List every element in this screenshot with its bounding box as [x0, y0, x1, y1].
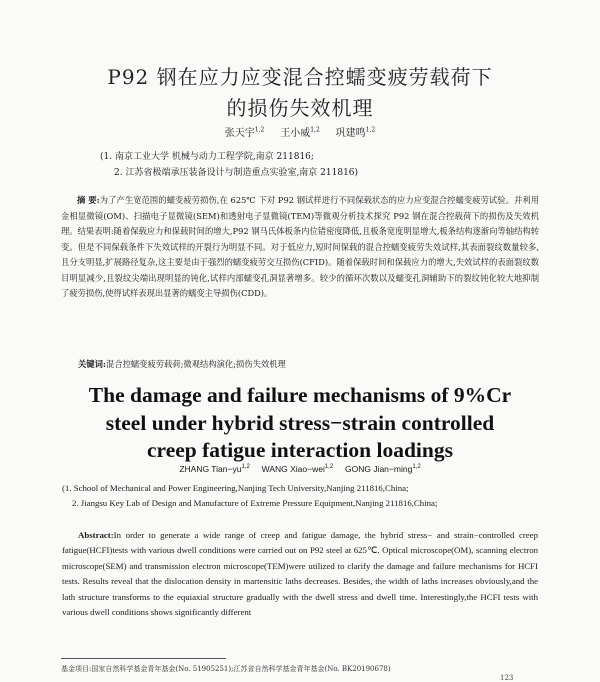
english-abstract [62, 528, 538, 620]
chinese-affiliations [100, 149, 540, 181]
footnote-divider [61, 658, 226, 659]
chinese-title [0, 62, 600, 124]
english-author: WANG Xiao−wei$^{1,2}$ [261, 464, 334, 474]
chinese-keywords-text: 混合控蠕变疲劳载荷;微观结构演化;损伤失效机理 [105, 359, 286, 369]
chinese-abstract [61, 193, 539, 302]
chinese-keywords-label: 关键词: [78, 359, 106, 369]
english-author: ZHANG Tian−yu$^{1,2}$ [179, 464, 250, 474]
chinese-abstract-text: 为了产生宽范围的蠕变疲劳损伤,在 625℃ 下对 P92 钢试样进行不同保载状态的应力应变混合控蠕变疲劳试验。并利用金相显微镜(OM)、扫描电子显微镜(SEM)和透射电子显微镜(TEM)等微观分析技术探究 P92 钢在混合控载荷下的损伤及失效机理。结果表明:随着保载应力和保载时间的增大,P92 钢马氏体板条内位错密度降低,且板条宽度明显增大,板条结构逐渐向等轴结构转变。但是不同保载条件下失效试样的开裂行为明显不同。对于低应力,短时间保载的混合控蠕变疲劳失效试样,其表面裂纹数量较多,且分支明显,扩展路径复杂,这主要是由于强烈的蠕变疲劳交互损伤(CFID)。随着保载时间和保载应力的增大,失效试样的表面裂纹数目明显减少,且裂纹尖端出现明显的钝化,试样内部蠕变孔洞显著增多。较少的循环次数以及蠕变孔洞辅助下的裂纹钝化较大地抑制了疲劳损伤,使得试样表现出显著的蠕变主导损伤(CDD)。 [61, 195, 540, 298]
english-title-line-2: steel under hybrid stress−strain controlled [105, 410, 495, 435]
chinese-title-line-1: P92 钢在应力应变混合控蠕变疲劳载荷下 [107, 65, 493, 89]
english-authors [0, 464, 600, 474]
chinese-title-line-2: 的损伤失效机理 [226, 96, 374, 120]
funding-footnote: 基金项目:国家自然科学基金青年基金(No. 51905251);江苏省自然科学基金青年基金(No. BK20190678) [61, 665, 391, 673]
chinese-authors [0, 124, 600, 139]
chinese-author: 王小威$^{1,2}$ [280, 126, 320, 139]
chinese-abstract-label: 摘 要: [77, 195, 100, 205]
page-number: 123 [500, 674, 514, 682]
english-title [0, 382, 600, 465]
chinese-author: 巩建鸣$^{1,2}$ [335, 126, 376, 139]
chinese-author: 张天宇$^{1,2}$ [224, 126, 265, 139]
chinese-affiliation-2: 2. 江苏省极端承压装备设计与制造重点实验室,南京 211816) [114, 168, 359, 178]
english-abstract-text: In order to generate a wide range of creep and fatigue damage, the hybrid stress− and strain−controlled creep fatigue(HCFI)tests with various dwell conditions were carried out on P92 steel at 625℃. Optical microscope(OM), scanning electron microscope(SEM) and transmission electron microscope(TEM)were utilized to clarify the damage and failure mechanisms for HCFI tests. Results reveal that the dislocation density in martensitic laths decreases. Besides, the width of laths increases obviously,and the lath structure transforms to the equiaxial structure gradually with the dwell stress and dwell time. Interestingly,the HCFI tests with various dwell conditions shows significantly different [62, 530, 538, 618]
english-title-line-3: creep fatigue interaction loadings [147, 438, 453, 462]
english-affiliation-2: 2. Jiangsu Key Lab of Design and Manufacture of Extreme Pressure Equipment,Nanjing 211816,China; [72, 497, 438, 508]
english-title-line-1: The damage and failure mechanisms of 9%Cr [88, 383, 512, 407]
english-affiliation-1: (1. School of Mechanical and Power Engineering,Nanjing Tech University,Nanjing 211816,China; [62, 483, 409, 493]
chinese-keywords [78, 358, 538, 370]
chinese-affiliation-1: (1. 南京工业大学 机械与动力工程学院,南京 211816; [100, 152, 314, 162]
english-author: GONG Jian−ming$^{1,2}$ [344, 464, 421, 474]
english-abstract-label: Abstract: [78, 530, 114, 540]
english-affiliations [62, 481, 562, 510]
